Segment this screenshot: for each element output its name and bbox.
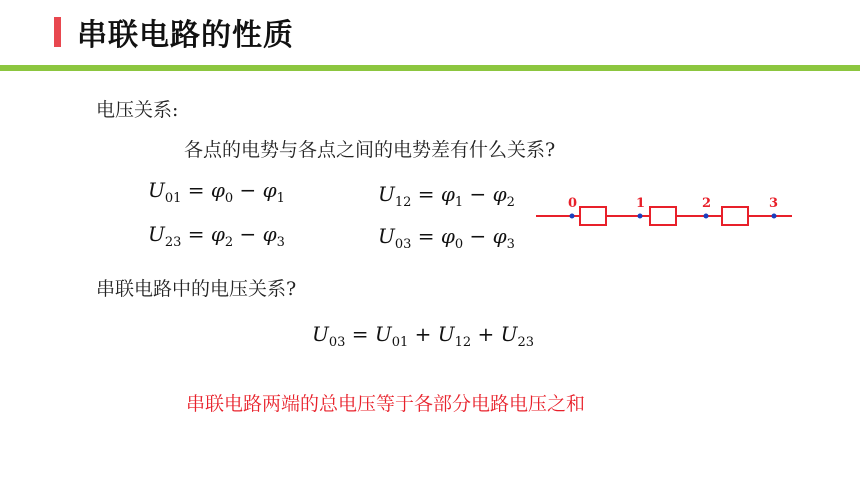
series-voltage-question: 串联电路中的电压关系? [96, 278, 297, 300]
node-1-label: 1 [636, 196, 646, 211]
node-0-dot [570, 214, 575, 219]
resistor-3 [722, 207, 748, 225]
voltage-relation-heading: 电压关系: [96, 99, 179, 121]
equation-u12: $U_{12} = \varphi_1 - \varphi_2$ [378, 182, 515, 210]
node-0-label: 0 [568, 196, 578, 211]
series-circuit-diagram [534, 190, 796, 236]
node-2-dot [704, 214, 709, 219]
node-3-dot [772, 214, 777, 219]
equation-u01: $U_{01} = \varphi_0 - \varphi_1$ [148, 178, 285, 206]
title-accent-bar [54, 17, 61, 47]
slide-header [54, 14, 294, 53]
potential-question: 各点的电势与各点之间的电势差有什么关系? [184, 139, 556, 161]
conclusion-text: 串联电路两端的总电压等于各部分电路电压之和 [186, 393, 586, 415]
page-title: 串联电路的性质 [77, 18, 294, 53]
header-divider [0, 65, 860, 71]
equation-u23: $U_{23} = \varphi_2 - \varphi_3$ [148, 222, 285, 250]
equation-u03: $U_{03} = \varphi_0 - \varphi_3$ [378, 224, 515, 252]
resistor-1 [580, 207, 606, 225]
node-3-label: 3 [769, 196, 779, 211]
node-1-dot [638, 214, 643, 219]
resistor-2 [650, 207, 676, 225]
node-2-label: 2 [702, 196, 712, 211]
sum-equation: $U_{03} = U_{01} + U_{12} + U_{23}$ [312, 322, 535, 350]
